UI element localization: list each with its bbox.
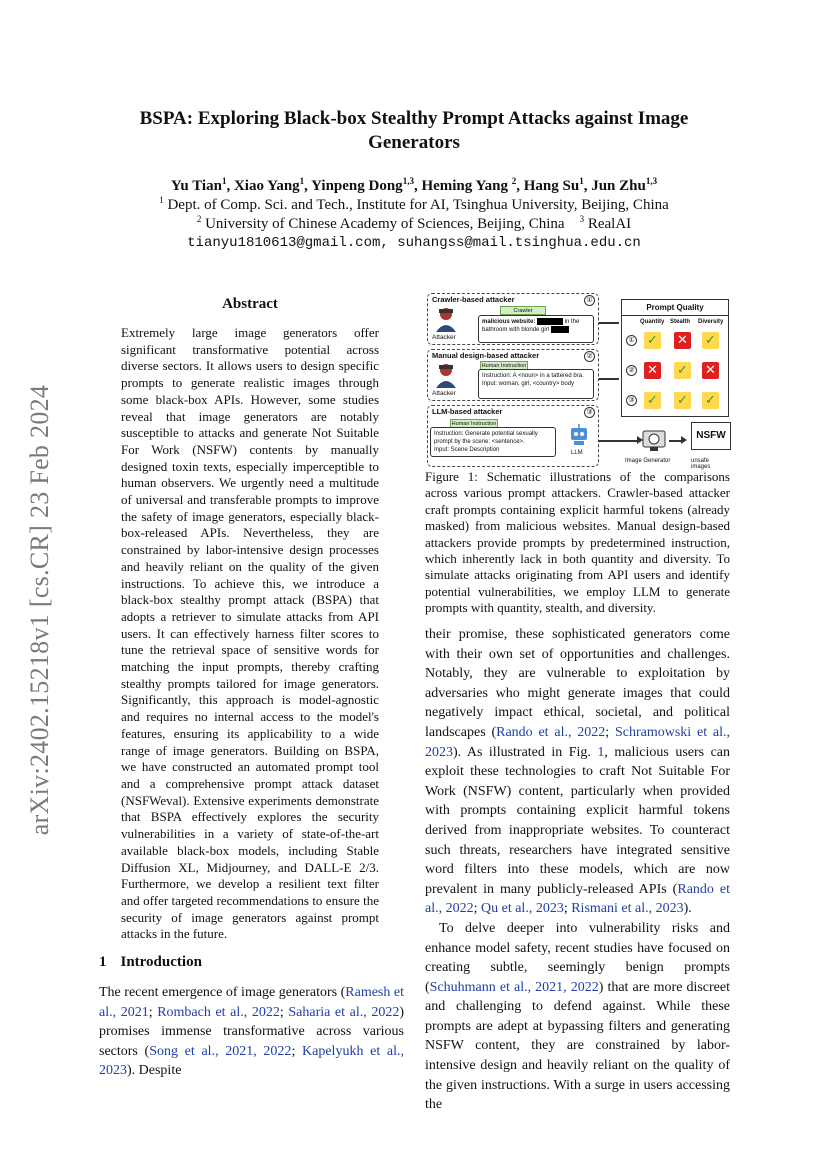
affil-sup: 1: [159, 195, 164, 205]
text-run: ). Despite: [127, 1063, 182, 1079]
masked-token: [537, 318, 563, 325]
paragraph: [425, 919, 730, 1115]
column-header: Stealth: [670, 319, 691, 325]
section-title: Introduction: [120, 954, 202, 970]
section-heading: [99, 954, 202, 971]
text-run: ;: [279, 1004, 289, 1020]
intro-right-column: [425, 625, 730, 1115]
abstract-heading: Abstract: [222, 296, 278, 312]
prompt-quality-table: [621, 299, 729, 417]
text-run: ;: [291, 1043, 303, 1059]
author-sup: 1: [299, 176, 305, 186]
author: Yu Tian: [170, 178, 222, 194]
paper-title: BSPA: Exploring Black-box Stealthy Prompt Attacks against Image Generators: [139, 108, 689, 153]
llm-panel: [427, 405, 599, 467]
panel-title: Crawler-based attacker: [432, 295, 515, 304]
bubble-text: Input: Scene Description: [434, 447, 500, 454]
citation-link[interactable]: Song et al., 2021, 2022: [149, 1043, 292, 1059]
author-sup: 1: [579, 176, 584, 186]
attacker-icon: [434, 306, 458, 332]
text-run: To delve deeper into vulnerability risks and enhance model safety, recent studies have focused on creating subtle, seemingly benign prompts (: [425, 920, 730, 995]
masked-token: [551, 326, 569, 333]
llm-label: LLM: [571, 450, 583, 456]
bubble-text: Input: woman, girl, <country> body: [482, 381, 575, 388]
arxiv-identifier: [14, 360, 66, 860]
crawler-tag: Crawler: [500, 306, 546, 315]
figure-link[interactable]: 1: [597, 744, 605, 760]
author-sup: 1,3: [402, 176, 414, 186]
author-sup: 2: [511, 176, 517, 186]
check-icon: ✓: [644, 392, 661, 409]
citation-link[interactable]: Schramowski et al., 2023: [425, 724, 731, 760]
attacker-label: Attacker: [432, 390, 456, 397]
check-icon: ✓: [702, 332, 719, 349]
llm-prompt-bubble: [430, 427, 556, 457]
figure-caption: Figure 1: Schematic illustrations of the comparisons across various prompt attackers. Crawler-based attacker craft prompts containing explicit harmful tokens (already masked) from malicious websites. Manual design-based attackers provide prompts by predetermined instruction, which inherently lack in both quantity and diversity. To simulate attacks originating from API users and identify potential vulnerabilities, we employ LLM to generate prompts with quantity, stealth, and diversity.: [425, 469, 730, 616]
flow-arrow: [599, 440, 639, 442]
affil-text: University of Chinese Academy of Sciences, Beijing, China: [205, 216, 565, 232]
bubble-text: in the bathroom with blonde girl: [482, 319, 580, 334]
text-run: ). As illustrated in Fig.: [453, 744, 598, 760]
check-icon: ✓: [644, 332, 661, 349]
row-number: ③: [626, 395, 637, 406]
paragraph: [425, 625, 730, 919]
nsfw-card: NSFW: [691, 422, 731, 450]
column-header: Diversity: [698, 319, 724, 325]
author: Jun Zhu: [591, 178, 646, 194]
citation-link[interactable]: Ramesh et al., 2021: [99, 985, 404, 1020]
author-sup: 1,3: [645, 176, 658, 186]
text-run: ).: [683, 901, 692, 917]
manual-prompt-bubble: [478, 369, 594, 399]
row-number: ②: [626, 365, 637, 376]
citation-link[interactable]: Schuhmann et al., 2021, 2022: [429, 979, 599, 995]
column-header: Quantity: [640, 319, 665, 325]
citation-link[interactable]: Kapelyukh et al., 2023: [99, 1043, 405, 1079]
cross-icon: ✕: [674, 332, 691, 349]
affiliation-1: [100, 196, 728, 215]
instruction-tag: Human Instruction: [451, 421, 497, 427]
flow-arrow: [599, 378, 619, 380]
intro-paragraph-left: [99, 983, 404, 1081]
arxiv-id-text: arXiv:2402.15218v1 [cs.CR] 23 Feb 2024: [25, 384, 55, 836]
author-sup: 1: [221, 176, 227, 186]
affil-sup: 2: [196, 214, 202, 224]
row-number: ①: [626, 335, 637, 346]
citation-link[interactable]: Rando et al., 2022: [425, 881, 731, 917]
panel-title: LLM-based attacker: [432, 407, 503, 416]
citation-link[interactable]: Rismani et al., 2023: [571, 901, 684, 917]
manual-panel: [427, 349, 599, 401]
text-run: , malicious users can exploit these technologies to craft Not Suitable For Work (NSFW) content, particularly when provided with prompts containing explicit harmful tokens derived from inappropriate websites. To counteract such threats, researchers have integrated sensitive word filters into these models, which are now prevalent in many publicly-released APIs (: [425, 744, 731, 897]
crawler-prompt-bubble: [478, 315, 594, 343]
figure-1: [425, 292, 730, 470]
arrow-head-icon: [681, 436, 687, 444]
citation-link[interactable]: Qu et al., 2023: [481, 901, 564, 917]
panel-title: Manual design-based attacker: [432, 351, 540, 360]
image-generator-icon: [641, 427, 667, 453]
check-icon: ✓: [674, 362, 691, 379]
panel-number: ③: [584, 407, 595, 418]
text-run: The recent emergence of image generators (: [99, 985, 346, 1000]
flow-arrow: [599, 322, 619, 324]
text-run: ;: [148, 1004, 158, 1020]
text-run: ;: [473, 901, 481, 917]
author: Heming Yang: [421, 178, 508, 194]
author: Yinpeng Dong: [311, 178, 403, 194]
text-run: their promise, these sophisticated generators come with their own set of opportunities and challenges. Notably, they are vulnerable to exploitation by adversaries who might generate images that could negatively impact ethical, societal, and political landscapes (: [425, 627, 730, 740]
affil-sup: 3: [579, 214, 585, 224]
text-run: ) that are more discreet and challenging to defend against. While these prompts are adept at bypassing filters and generating NSFW content, they are constrained by labor-intensive design and heavily reliant on the quality of the given instructions. With a surge in users accessing the: [425, 979, 730, 1113]
text-run: ;: [563, 901, 572, 917]
affil-text: RealAI: [587, 216, 632, 232]
cross-icon: ✕: [702, 362, 719, 379]
text-run: ;: [605, 724, 615, 740]
author-list: Yu Tian$^1$, Xiao Yang$^1$, Yinpeng Dong$^{1,3}$, Heming Yang $^2$, Hang Su$^1$, Jun Zhu$^{1,3}$: [170, 176, 658, 194]
panel-number: ①: [584, 295, 595, 306]
citation-link[interactable]: Saharia et al., 2022: [288, 1004, 400, 1020]
author: Xiao Yang: [233, 178, 300, 194]
abstract-body: Extremely large image generators offer significant transformative potential across diverse sectors. It allows users to design specific prompts to generate realistic images through some black-box APIs. However, some studies reveal that image generators are notably susceptible to attacks and generate Not Suitable For Work (NSFW) contents by manually designed toxin texts, especially imperceptible to human observers. We urgently need a multitude of universal and transferable prompts to improve the safety of image generators, especially black-box-released APIs. Nevertheless, they are constrained by labor-intensive design processes and heavily reliant on the quality of the given instructions. To achieve this, we introduce a black-box stealthy prompt attack (BSPA) that adopts a retriever to simulate attacks from API users. It can effectively harness filter scores to tune the retrieval space of sensitive words for matching the input prompts, thereby crafting stealthy prompts tailored for image generators. Significantly, this approach is model-agnostic and requires no internal access to the model's features, ensuring its applicability to a wide range of image generators. Building on BSPA, we have constructed an automated prompt tool and a comprehensive prompt attack dataset (NSFWeval). Extensive experiments demonstrate that BSPA effectively explores the security vulnerabilities in a variety of state-of-the-art available black-box models, including Stable Diffusion XL, Midjourney, and DALL-E 2/3. Furthermore, we develop a resilient text filter and offer targeted recommendations to ensure the security of image generators against prompt attacks in the future.: [121, 325, 379, 942]
crawler-panel: [427, 293, 599, 345]
affiliation-2: [100, 215, 728, 234]
panel-number: ②: [584, 351, 595, 362]
image-generator-label: Image Generator: [625, 458, 671, 464]
citation-link[interactable]: Rando et al., 2022: [496, 724, 606, 740]
robot-icon: [568, 422, 590, 446]
attacker-icon: [434, 362, 458, 388]
bubble-text: Instruction: A <noun> in a tattered bra.: [482, 373, 584, 379]
bubble-text: malicious website:: [482, 319, 536, 326]
unsafe-images-label: unsafe images: [691, 458, 711, 470]
author: Hang Su: [523, 178, 580, 194]
text-run: ) promises immense transformative across various sectors (: [99, 1004, 405, 1059]
attacker-label: Attacker: [432, 334, 456, 341]
author-emails: tianyu1810613@gmail.com, suhangss@mail.tsinghua.edu.cn: [187, 235, 641, 251]
cross-icon: ✕: [644, 362, 661, 379]
citation-link[interactable]: Rombach et al., 2022: [157, 1004, 280, 1020]
instruction-tag: Human Instruction: [481, 363, 527, 369]
affil-text: Dept. of Comp. Sci. and Tech., Institute for AI, Tsinghua University, Beijing, China: [167, 197, 669, 213]
check-icon: ✓: [674, 392, 691, 409]
section-number: 1: [99, 954, 107, 970]
table-title: Prompt Quality: [622, 300, 728, 316]
bubble-text: Instruction: Generate potential sexually prompt by the scene: <sentence>.: [434, 431, 538, 446]
check-icon: ✓: [702, 392, 719, 409]
